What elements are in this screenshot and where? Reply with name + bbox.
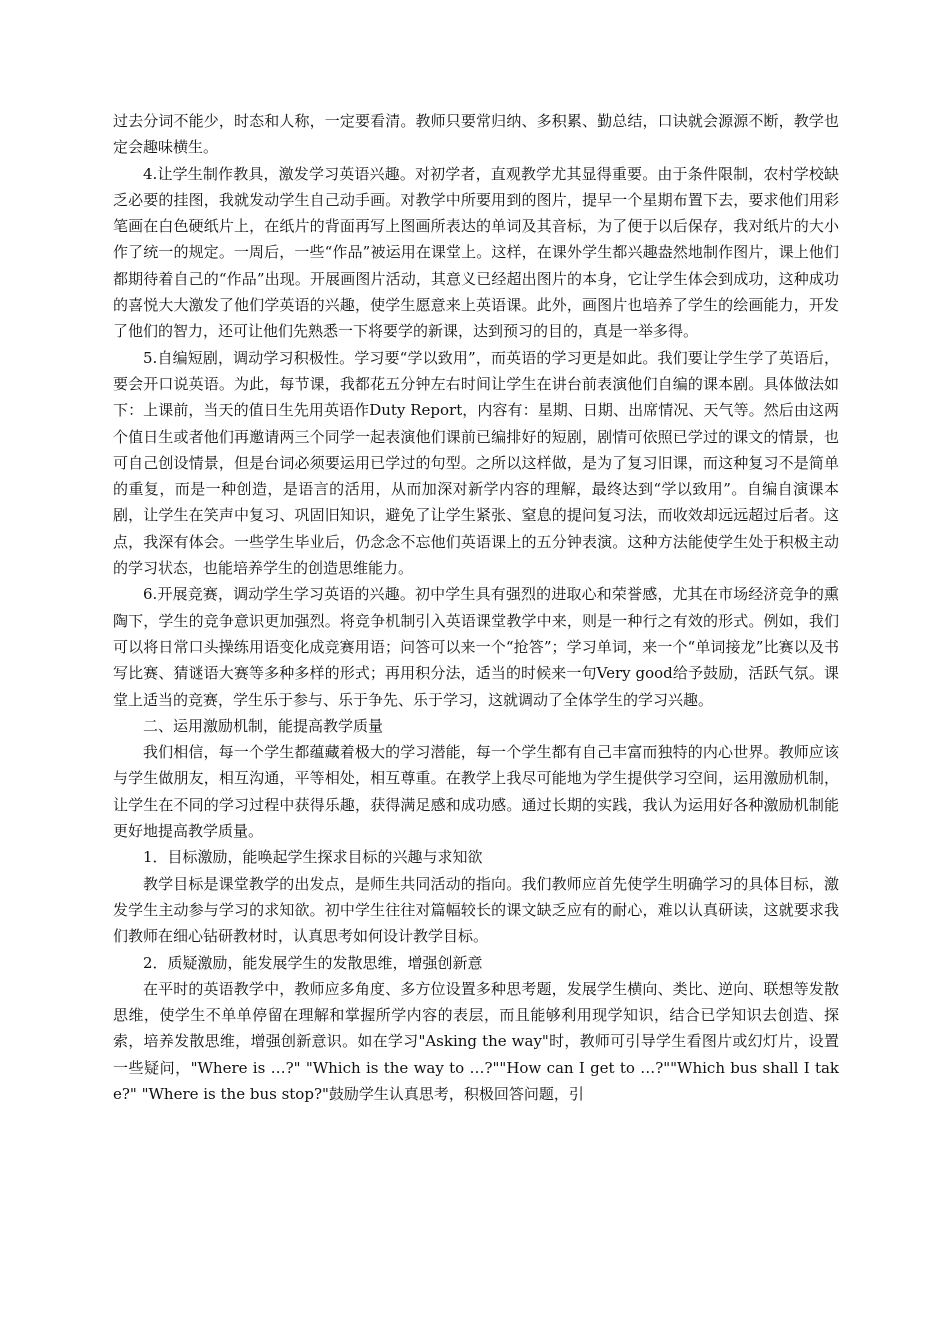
paragraph: 6.开展竞赛，调动学生学习英语的兴趣。初中学生具有强烈的进取心和荣誉感，尤其在市场经济竞争的熏陶下，学生的竞争意识更加强烈。将竞争机制引入英语课堂教学中来，则是一种行之有效的形式。例如，我们可以将日常口头操练用语变化成竞赛用语；问答可以来一个“抢答”；学习单词，来一个“单词接龙”比赛以及书写比赛、猜谜语大赛等多种多样的形式；再用积分法，适当的时候来一句Very good给予鼓励，活跃气氛。课堂上适当的竞赛，学生乐于参与、乐于争先、乐于学习，这就调动了全体学生的学习兴趣。 [113, 585, 839, 709]
paragraph: 在平时的英语教学中，教师应多角度、多方位设置多种思考题，发展学生横向、类比、逆向、联想等发散思维，使学生不单单停留在理解和掌握所学内容的表层，而且能够利用现学知识，结合已学知识去创造、探索，培养发散思维，增强创新意识。如在学习"Asking the way"时，教师可引导学生看图片或幻灯片，设置一些疑问，"Where is …?" "Which is the way to …?""How can I get to …?""Which bus shall I take?" "Where is the bus stop?"鼓励学生认真思考，积极回答问题，引 [113, 979, 839, 1103]
subsection-heading: 1．目标激励，能唤起学生探求目标的兴趣与求知欲 [143, 848, 483, 867]
subsection-heading: 2．质疑激励，能发展学生的发散思维，增强创新意 [143, 953, 483, 972]
section-heading: 二、运用激励机制，能提高教学质量 [143, 716, 384, 735]
document-page [113, 108, 839, 1107]
paragraph: 教学目标是课堂教学的出发点，是师生共同活动的指向。我们教师应首先使学生明确学习的具体目标，激发学生主动参与学习的求知欲。初中学生往往对篇幅较长的课文缺乏应有的耐心，难以认真研读，这就要求我们教师在细心钻研教材时，认真思考如何设计教学目标。 [113, 874, 839, 946]
paragraph: 我们相信，每一个学生都蕴藏着极大的学习潜能，每一个学生都有自己丰富而独特的内心世界。教师应该与学生做朋友，相互沟通，平等相处，相互尊重。在教学上我尽可能地为学生提供学习空间，运用激励机制，让学生在不同的学习过程中获得乐趣，获得满足感和成功感。通过长期的实践，我认为运用好各种激励机制能更好地提高教学质量。 [113, 743, 839, 841]
paragraph: 4.让学生制作教具，激发学习英语兴趣。对初学者，直观教学尤其显得重要。由于条件限制，农村学校缺乏必要的挂图，我就发动学生自己动手画。对教学中所要用到的图片，提早一个星期布置下去，要求他们用彩笔画在白色硬纸片上，在纸片的背面再写上图画所表达的单词及其音标，为了便于以后保存，我对纸片的大小作了统一的规定。一周后，一些“作品”被运用在课堂上。这样，在课外学生都兴趣盎然地制作图片，课上他们都期待着自己的“作品”出现。开展画图片活动，其意义已经超出图片的本身，它让学生体会到成功，这种成功的喜悦大大激发了他们学英语的兴趣，使学生愿意来上英语课。此外，画图片也培养了学生的绘画能力，开发了他们的智力，还可让他们先熟悉一下将要学的新课，达到预习的目的，真是一举多得。 [113, 164, 839, 341]
paragraph: 过去分词不能少，时态和人称，一定要看清。教师只要常归纳、多积累、勤总结，口诀就会源源不断，教学也定会趣味横生。 [113, 112, 839, 157]
paragraph: 5.自编短剧，调动学习积极性。学习要“学以致用”，而英语的学习更是如此。我们要让学生学了英语后，要会开口说英语。为此，每节课，我都花五分钟左右时间让学生在讲台前表演他们自编的课本剧。具体做法如下：上课前，当天的值日生先用英语作Duty Report，内容有：星期、日期、出席情况、天气等。然后由这两个值日生或者他们再邀请两三个同学一起表演他们课前已编排好的短剧，剧情可依照已学过的课文的情景，也可自己创设情景，但是台词必须要运用已学过的句型。之所以这样做，是为了复习旧课，而这种复习不是简单的重复，而是一种创造，是语言的活用，从而加深对新学内容的理解，最终达到“学以致用”。自编自演课本剧，让学生在笑声中复习、巩固旧知识，避免了让学生紧张、窒息的提问复习法，而收效却远远超过后者。这点，我深有体会。一些学生毕业后，仍念念不忘他们英语课上的五分钟表演。这种方法能使学生处于积极主动的学习状态，也能培养学生的创造思维能力。 [113, 348, 839, 578]
